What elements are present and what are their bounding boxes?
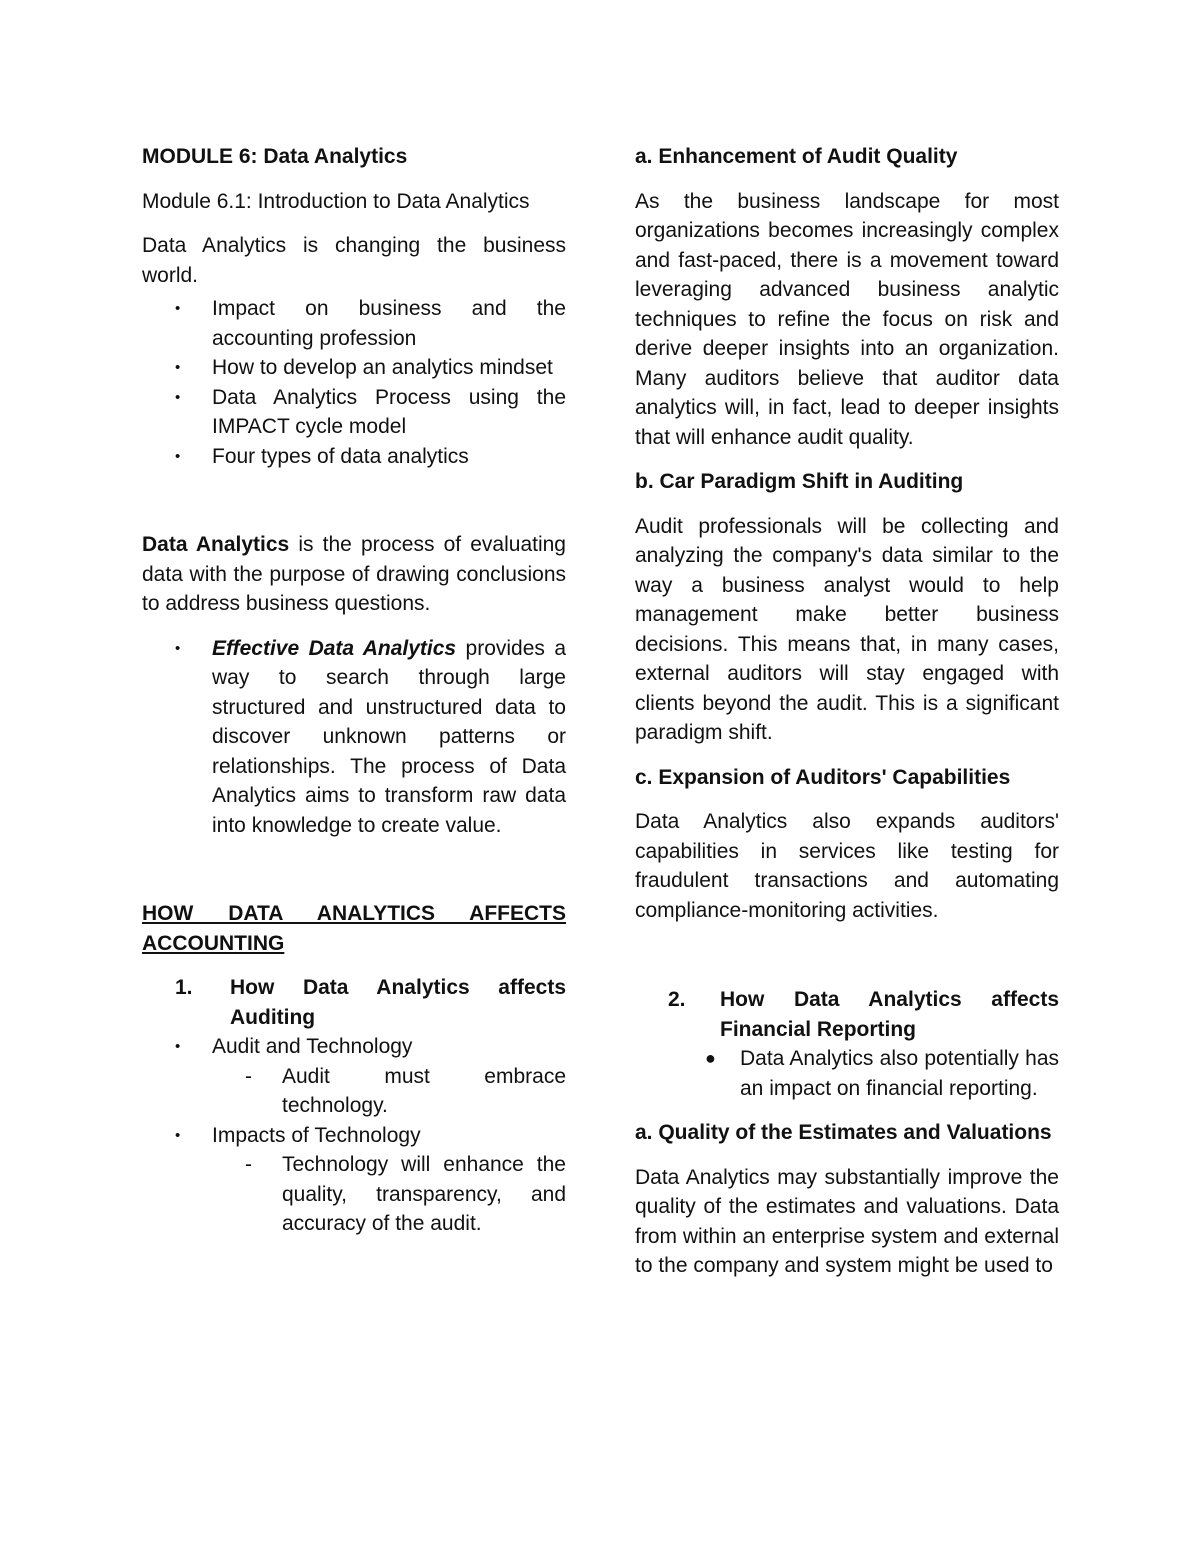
paragraph-capabilities: Data Analytics also expands auditors' capabilities in services like testing for fraudulent transactions and automating compliance-monitoring activities. bbox=[635, 810, 1059, 922]
list-item: • How to develop an analytics mindset bbox=[142, 353, 566, 383]
effective-list bbox=[142, 634, 566, 841]
numbered-heading-auditing: 1. How Data Analytics affects Auditing bbox=[175, 976, 566, 1029]
heading-estimates: a. Quality of the Estimates and Valuations bbox=[635, 1121, 1052, 1144]
list-item: • Audit and Technology bbox=[142, 1032, 566, 1062]
list-item: - Technology will enhance the quality, transparency, and accuracy of the audit. bbox=[142, 1150, 566, 1239]
effective-text: provides a way to search through large structured and unstructured data to discover unknown patterns or relationships. The process of Data Analytics aims to transform raw data into knowledge to create value. bbox=[212, 636, 566, 837]
heading-audit-quality: a. Enhancement of Audit Quality bbox=[635, 145, 958, 168]
audit-tech-list bbox=[142, 1032, 566, 1062]
list-item bbox=[142, 634, 566, 841]
section-title: HOW DATA ANALYTICS AFFECTS ACCOUNTING bbox=[142, 902, 566, 955]
right-column bbox=[635, 142, 1059, 1281]
intro-paragraph: Data Analytics is changing the business world. bbox=[142, 234, 566, 287]
impacts-list bbox=[142, 1121, 566, 1151]
paragraph-estimates: Data Analytics may substantially improve the quality of the estimates and valuations. Data from within an enterprise system and external to the company and system might be used to bbox=[635, 1165, 1059, 1277]
paragraph-paradigm-shift: Audit professionals will be collecting and analyzing the company's data similar to the way a business analyst would to help management make better business decisions. This means that, in many cases, external auditors will stay engaged with clients beyond the audit. This is a significant paradigm shift. bbox=[635, 514, 1059, 744]
bullet-glyph: • bbox=[175, 447, 181, 465]
bullet-glyph: • bbox=[175, 639, 181, 657]
list-item: - Audit must embrace technology. bbox=[142, 1062, 566, 1121]
bullet-glyph: • bbox=[175, 1038, 181, 1055]
dash-glyph: - bbox=[245, 1153, 252, 1176]
module-title: MODULE 6: Data Analytics bbox=[142, 145, 408, 168]
module-subtitle: Module 6.1: Introduction to Data Analytics bbox=[142, 189, 530, 213]
left-column bbox=[142, 142, 566, 1239]
numbered-heading-financial-reporting: 2. How Data Analytics affects Financial Reporting bbox=[668, 988, 1059, 1041]
bullet-glyph: • bbox=[175, 300, 181, 317]
heading-paradigm-shift: b. Car Paradigm Shift in Auditing bbox=[635, 470, 964, 493]
list-item: ● Data Analytics also potentially has an impact on financial reporting. bbox=[635, 1044, 1059, 1103]
list-item: • Data Analytics Process using the IMPACT cycle model bbox=[142, 383, 566, 442]
dash-glyph: - bbox=[245, 1064, 252, 1088]
audit-tech-sublist bbox=[142, 1062, 566, 1121]
paragraph-audit-quality: As the business landscape for most organizations becomes increasingly complex and fast-paced, there is a movement toward leveraging advanced business analytic techniques to refine the focus on risk and derive deeper insights into an organization. Many auditors believe that auditor data analytics will, in fact, lead to deeper insights that will enhance audit quality. bbox=[635, 189, 1059, 449]
heading-capabilities: c. Expansion of Auditors' Capabilities bbox=[635, 765, 1011, 789]
effective-term: Effective Data Analytics bbox=[212, 636, 457, 660]
bullet-glyph: ● bbox=[705, 1048, 716, 1068]
list-item: • Impact on business and the accounting profession bbox=[142, 294, 566, 353]
definition-text: is the process of evaluating data with the purpose of drawing conclusions to address business questions. bbox=[142, 533, 566, 615]
financial-reporting-list bbox=[635, 1044, 1059, 1103]
definition-term: Data Analytics bbox=[142, 533, 290, 556]
bullet-glyph: • bbox=[175, 359, 181, 376]
bullet-glyph: • bbox=[175, 388, 181, 406]
impacts-sublist bbox=[142, 1150, 566, 1239]
definition-paragraph bbox=[142, 530, 566, 619]
bullet-glyph: • bbox=[175, 1126, 181, 1144]
topic-list bbox=[142, 294, 566, 471]
list-item: • Impacts of Technology bbox=[142, 1121, 566, 1151]
list-item: • Four types of data analytics bbox=[142, 442, 566, 472]
